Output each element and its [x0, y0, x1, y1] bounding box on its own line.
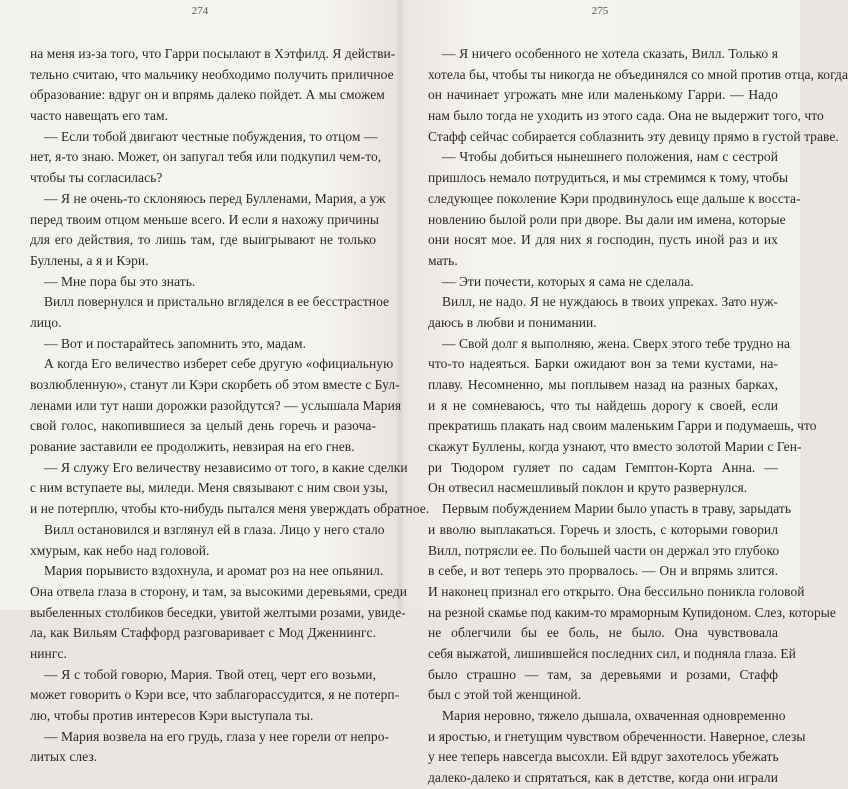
text-line: плаву. Несомненно, мы поплывем назад на разных барках,: [428, 377, 778, 392]
text-line: хотела бы, чтобы ты никогда не объединялся со мной против отца, когда: [428, 66, 848, 82]
text-line: — Мне пора бы это знать.: [44, 273, 196, 289]
text-line: — Я с тобой говорю, Мария. Твой отец, черт его возьми,: [44, 666, 376, 682]
text-line: ри Тюдором гуляет по садам Гемптон-Корта Анна. —: [428, 459, 778, 475]
text-line: и яростью, и гнетущим чувством обреченности. Наверное, слезы: [428, 728, 806, 744]
text-line: хмурым, как небо над головой.: [30, 542, 210, 558]
text-line: литых слез.: [30, 749, 98, 765]
text-line: для его действия, то лишь там, где выигрывают не только: [30, 232, 376, 248]
text-line: было страшно — там, за деревьями и розами, Стафф: [428, 666, 778, 682]
text-line: на меня из-за того, что Гарри посылают в Хэтфилд. Я действи-: [30, 46, 396, 61]
text-line: Он отвесил насмешливый поклон и круто развернулся.: [428, 480, 748, 496]
text-line: А когда Его величество изберет себе другую «официальную: [44, 356, 394, 372]
text-line: перед твоим отцом меньше всего. И если я нахожу причины: [30, 211, 379, 227]
text-line: у нее теперь навсегда высохли. Ей вдруг захотелось убежать: [428, 749, 779, 765]
text-line: лицо.: [30, 314, 62, 330]
text-line: — Я не очень-то склоняюсь перед Булленами, Мария, а уж: [44, 190, 386, 206]
text-line: себя выжатой, лишившейся последних сил, и подняла глаза. Ей: [428, 645, 796, 661]
text-line: мать.: [428, 252, 458, 268]
text-line: пришлось немало потрудиться, и мы стремимся к тому, чтобы: [428, 170, 789, 186]
text-line: образование: вдруг он и впрямь далеко пойдет. А мы сможем: [30, 87, 385, 103]
text-line: и не потерплю, чтобы кто-нибудь пытался меня уверждать обратное.: [30, 501, 430, 517]
text-line: новлению былой роли при дворе. Вы дали им имена, которые: [428, 211, 786, 227]
text-line: — Чтобы добиться нынешнего положения, нам с сестрой: [442, 149, 778, 165]
text-line: он начинает угрожать мне или маленькому Гарри. — Надо: [428, 87, 778, 103]
text-line: в себе, и вот теперь это прорвалось. — Он и впрямь злится.: [428, 563, 778, 579]
text-line: И наконец признал его открыто. Она бессильно поникла головой: [428, 583, 805, 599]
text-line: был с этой той женщиной.: [428, 687, 582, 703]
text-line: возлюбленную», станут ли Кэри скорбеть об этом вместе с Бул-: [30, 377, 400, 392]
text-line: далеко-далеко и спрятаться, как в детстве, когда они играли: [428, 770, 778, 786]
text-line: и я не сомневаюсь, что ты найдешь дорогу к своей, если: [428, 397, 778, 413]
text-line: выбеленных столбиков беседки, увитой желтыми розами, увиде-: [30, 604, 406, 620]
text-line: чтобы ты согласилась?: [30, 170, 163, 186]
text-line: свой голос, накопившиеся за целый день горечь и разоча-: [30, 418, 376, 434]
text-line: лю, чтобы против интересов Кэри выступала ты.: [30, 708, 314, 723]
text-line: Мария неровно, тяжело дышала, охваченная одновременно: [442, 708, 786, 723]
text-line: тельно считаю, что мальчику необходимо получить приличное: [30, 66, 394, 82]
text-line: Стафф сейчас собирается соблазнить эту девицу прямо в густой траве.: [428, 128, 839, 144]
right-page-text: [428, 44, 848, 789]
text-line: следующее поколение Кэри продвинулось еще дальше к восста-: [428, 190, 801, 206]
left-page: [0, 0, 430, 765]
text-line: и вволю выплакаться. Горечь и злость, с которыми говорил: [428, 521, 778, 537]
text-line: нам было тогда не уходить из этого сада. Она не выдержит того, что: [428, 108, 824, 124]
text-line: ла, как Вильям Стаффорд разговаривает с Мод Дженнингс.: [30, 625, 376, 641]
text-line: не облегчили бы ее боль, не было. Она чувствовала: [428, 625, 778, 641]
text-line: скажут Буллены, когда узнают, что вместо золотой Марии с Ген-: [428, 439, 802, 455]
text-line: Вилл повернулся и пристально вгляделся в ее бесстрастное: [44, 294, 390, 310]
text-line: что-то надеяться. Барки ожидают вон за теми кустами, на-: [428, 356, 778, 372]
text-line: — Вот и постарайтесь запомнить это, мадам.: [44, 335, 307, 351]
text-line: Она отвела глаза в сторону, и там, за высокими деревьями, среди: [30, 583, 407, 599]
text-line: нингс.: [30, 645, 67, 661]
text-line: — Свой долг я выполняю, жена. Сверх этого тебе трудно на: [442, 335, 791, 351]
text-line: Буллены, а я и Кэри.: [30, 252, 149, 268]
text-line: прекратишь плакать над своим маленьким Гарри и подумаешь, что: [428, 418, 817, 434]
text-line: на резной скамье под каким-то мраморным Купидоном. Слез, которые: [428, 604, 836, 620]
text-line: даюсь в любви и понимании.: [428, 314, 597, 330]
text-line: Мария порывисто вздохнула, и аромат роз на нее опьянил.: [44, 563, 384, 579]
text-line: — Если тобой двигают честные побуждения, то отцом —: [44, 128, 378, 144]
text-line: — Мария возвела на его грудь, глаза у нее горели от непро-: [44, 728, 390, 744]
text-line: часто навещать его там.: [30, 108, 169, 124]
text-line: они носят мое. И для них я господин, пусть иной раз и их: [428, 232, 778, 248]
text-line: Вилл остановился и взглянул ей в глаза. Лицо у него стало: [44, 521, 385, 537]
text-line: Первым побуждением Марии было упасть в траву, зарыдать: [442, 501, 792, 517]
text-line: с ним вступаете вы, миледи. Меня связывают с ним свои узы,: [30, 480, 388, 496]
text-line: ленами или тут наши дорожки разойдутся? — услышала Мария: [30, 397, 402, 413]
text-line: — Я ничего особенного не хотела сказать, Вилл. Только я: [442, 46, 778, 61]
right-page-number: 275: [591, 5, 609, 17]
text-line: может говорить о Кэри все, что заблагорассудится, я не потерп-: [30, 687, 400, 703]
text-line: — Я служу Его величеству независимо от того, в какие сделки: [44, 459, 408, 475]
text-line: Вилл, не надо. Я не нуждаюсь в твоих упреках. Зато нуж-: [442, 294, 778, 310]
right-page: [400, 0, 848, 786]
left-page-text: [30, 44, 430, 768]
text-line: Вилл, потрясли ее. По большей части он держал это глубоко: [428, 542, 780, 558]
text-line: — Эти почести, которых я сама не сделала.: [442, 273, 694, 289]
text-line: рование заставили ее продолжить, невзирая на его гнев.: [30, 439, 355, 455]
left-page-number: 274: [191, 5, 209, 17]
text-line: нет, я-то знаю. Может, он запугал тебя или подкупил чем-то,: [30, 149, 382, 165]
